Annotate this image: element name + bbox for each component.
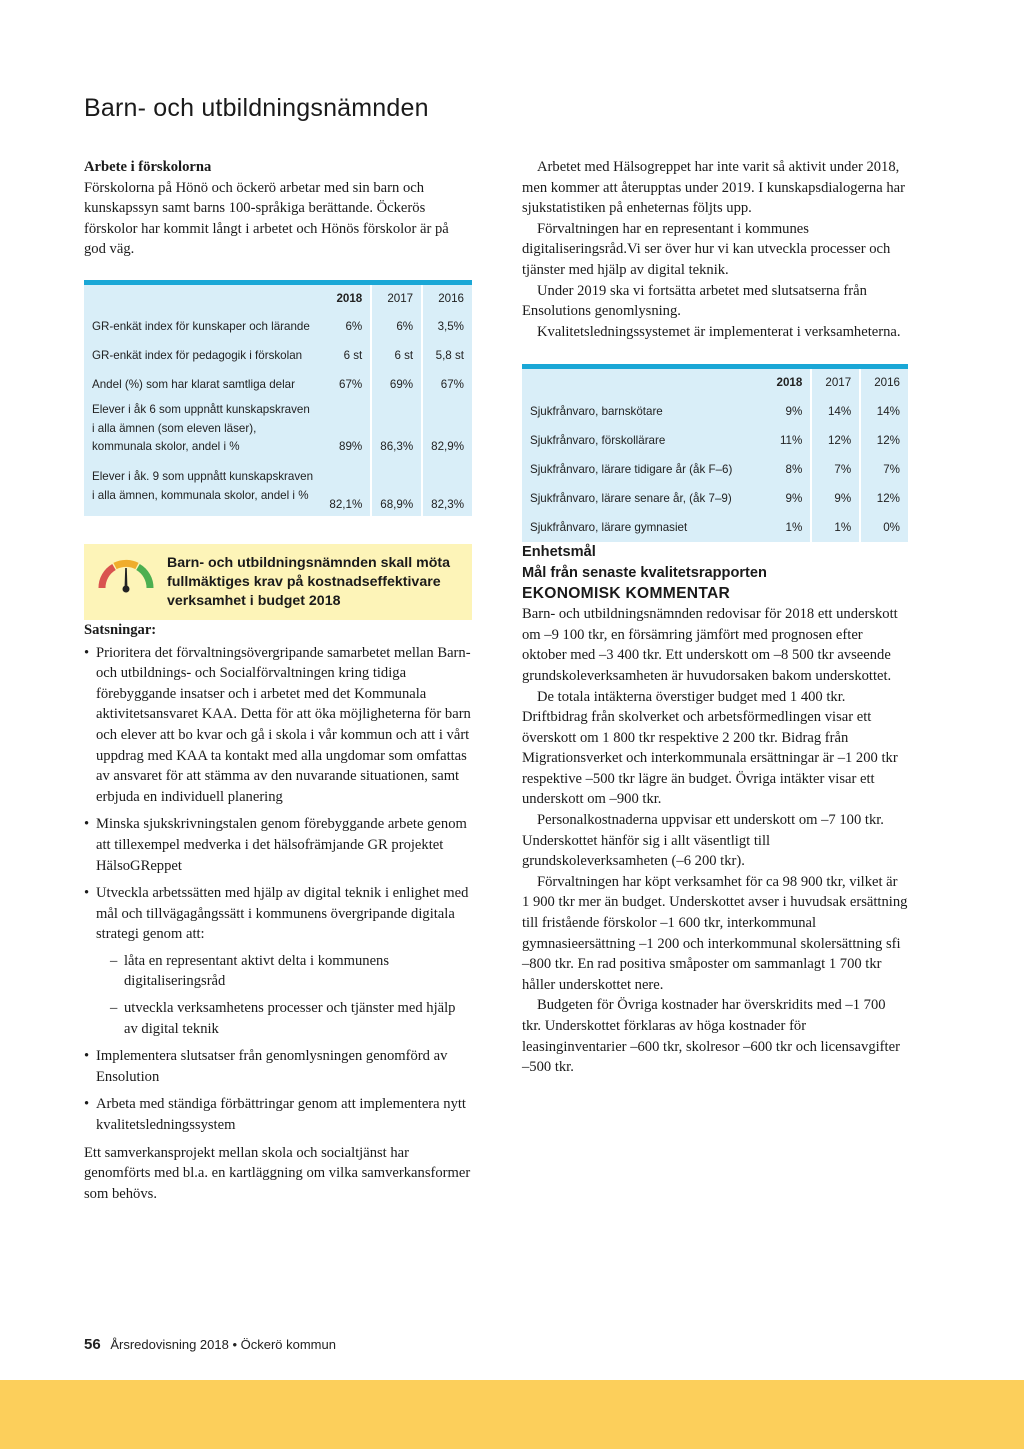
table-row bbox=[84, 371, 472, 400]
cell-2017: 69% bbox=[371, 371, 422, 400]
cell-2016: 12% bbox=[860, 484, 908, 513]
section-paragraph: Förskolorna på Hönö och öckerö arbetar med sin barn och kunskapssyn samt barns 100-språkiga berättande. Öckerös förskolor har kommit långt i arbetet och Hönös förskolor är på god väg. bbox=[84, 179, 449, 258]
sick-leave-table bbox=[522, 364, 908, 542]
cell-2016: 7% bbox=[860, 455, 908, 484]
paragraph: Budgeten för Övriga kostnader har överskridits med –1 700 tkr. Underskottet förklaras av höga kostnader för leasinginventarier –600 tkr, skolresor –600 tkr och licensavgifter –500 tkr. bbox=[522, 997, 900, 1076]
cell-2016: 0% bbox=[860, 513, 908, 542]
row-label: Elever i åk. 9 som uppnått kunskapskraven i alla ämnen, kommunala skolor, andel i % bbox=[84, 458, 321, 516]
table-row bbox=[522, 513, 908, 542]
table-header-row bbox=[522, 367, 908, 398]
cell-2018: 6 st bbox=[321, 342, 371, 371]
cell-2017: 6 st bbox=[371, 342, 422, 371]
header-2016: 2016 bbox=[422, 282, 472, 313]
cell-2018: 82,1% bbox=[321, 458, 371, 516]
cell-2017: 12% bbox=[811, 426, 860, 455]
cell-2018: 1% bbox=[764, 513, 812, 542]
row-label: Sjukfrånvaro, förskollärare bbox=[522, 426, 764, 455]
paragraph: Barn- och utbildningsnämnden redovisar för 2018 ett underskott om –9 100 tkr, en försämring jämfört med prognosen efter oktober med –3 400 tkr. Ett underskott om –8 500 tkr avseende grundskoleverksamheten är huvudorsaken bakom underskottet. bbox=[522, 606, 898, 684]
cell-2017: 86,3% bbox=[371, 400, 422, 458]
cell-2017: 68,9% bbox=[371, 458, 422, 516]
sub-list bbox=[110, 951, 472, 1039]
right-column bbox=[522, 157, 908, 1078]
list-item: • Minska sjukskrivningstalen genom förebyggande arbete genom att tillexempel medverka i det hälsofrämjande GR projektet HälsoGReppet bbox=[84, 814, 472, 876]
paragraph: Förvaltningen har en representant i kommunes digitaliseringsråd.Vi ser över hur vi kan utveckla processer och tjänster med hjälp av digital teknik. bbox=[522, 220, 891, 278]
page-number: 56 bbox=[84, 1336, 101, 1353]
cell-2018: 9% bbox=[764, 397, 812, 426]
row-label: Sjukfrånvaro, lärare tidigare år (åk F–6) bbox=[522, 455, 764, 484]
ekonomisk-kommentar-heading: EKONOMISK KOMMENTAR bbox=[522, 584, 731, 602]
row-label: GR-enkät index för kunskaper och lärande bbox=[84, 313, 321, 342]
section-heading: Arbete i förskolorna bbox=[84, 159, 212, 175]
table-row bbox=[522, 397, 908, 426]
kvalitetsrapport-heading: Mål från senaste kvalitetsrapporten bbox=[522, 564, 767, 581]
bottom-color-band bbox=[0, 1380, 1024, 1449]
header-2018: 2018 bbox=[764, 367, 812, 398]
cell-2018: 8% bbox=[764, 455, 812, 484]
header-2017: 2017 bbox=[371, 282, 422, 313]
list-item: • Arbeta med ständiga förbättringar genom att implementera nytt kvalitetsledningssystem bbox=[84, 1094, 472, 1135]
cell-2017: 1% bbox=[811, 513, 860, 542]
gauge-icon bbox=[96, 556, 156, 598]
cell-2016: 82,3% bbox=[422, 458, 472, 516]
cell-2016: 14% bbox=[860, 397, 908, 426]
header-2018: 2018 bbox=[321, 282, 371, 313]
sub-list-item: – låta en representant aktivt delta i kommunens digitaliseringsråd bbox=[110, 951, 472, 992]
table-row bbox=[84, 400, 472, 458]
page-footer bbox=[84, 1336, 336, 1353]
cell-2016: 5,8 st bbox=[422, 342, 472, 371]
row-label: Sjukfrånvaro, lärare gymnasiet bbox=[522, 513, 764, 542]
table-row bbox=[522, 484, 908, 513]
footer-text: Årsredovisning 2018 • Öckerö kommun bbox=[110, 1337, 336, 1352]
row-label: Sjukfrånvaro, lärare senare år, (åk 7–9) bbox=[522, 484, 764, 513]
paragraph: Arbetet med Hälsogreppet har inte varit så aktivit under 2018, men kommer att återupptas under 2019. I kunskapsdialogerna har sjukstatistiken på enheternas följts upp. bbox=[522, 159, 905, 217]
list-item bbox=[84, 883, 472, 1039]
paragraph: Under 2019 ska vi fortsätta arbetet med slutsatserna från Ensolutions genomlysning. bbox=[522, 282, 867, 320]
cell-2017: 14% bbox=[811, 397, 860, 426]
cell-2017: 6% bbox=[371, 313, 422, 342]
table-row bbox=[522, 455, 908, 484]
table-header-row bbox=[84, 282, 472, 313]
paragraph: Kvalitetsledningssystemet är implementerat i verksamheterna. bbox=[537, 323, 901, 340]
cell-2018: 9% bbox=[764, 484, 812, 513]
cell-2017: 7% bbox=[811, 455, 860, 484]
satsningar-heading: Satsningar: bbox=[84, 621, 157, 638]
row-label: Andel (%) som har klarat samtliga delar bbox=[84, 371, 321, 400]
alert-message: Barn- och utbildningsnämnden skall möta fullmäktiges krav på kostnadseffektivare verksamhet i budget 2018 bbox=[167, 554, 450, 609]
paragraph: Personalkostnaderna uppvisar ett underskott om –7 100 tkr. Underskottet hänför sig i allt väsentligt till grundskoleverksamheten (–6 200 tkr). bbox=[522, 812, 884, 870]
closing-paragraph: Ett samverkansprojekt mellan skola och socialtjänst har genomförts med bl.a. en kartläggning om vilka samverkansformer som behövs. bbox=[84, 1144, 471, 1202]
cell-2016: 82,9% bbox=[422, 400, 472, 458]
sub-list-item: – utveckla verksamhetens processer och tjänster med hjälp av digital teknik bbox=[110, 998, 472, 1039]
cell-2016: 12% bbox=[860, 426, 908, 455]
results-table bbox=[84, 280, 472, 516]
cell-2016: 3,5% bbox=[422, 313, 472, 342]
cell-2018: 6% bbox=[321, 313, 371, 342]
table-row bbox=[84, 342, 472, 371]
table-row bbox=[84, 313, 472, 342]
header-2017: 2017 bbox=[811, 367, 860, 398]
list-item: • Implementera slutsatser från genomlysningen genomförd av Ensolution bbox=[84, 1046, 472, 1087]
alert-box bbox=[84, 544, 472, 620]
cell-2018: 89% bbox=[321, 400, 371, 458]
cell-2018: 11% bbox=[764, 426, 812, 455]
paragraph: De totala intäkterna överstiger budget med 1 400 tkr. Driftbidrag från skolverket och arbetsförmedlingen visar ett överskott om 1 800 tkr respektive 2 200 tkr. Bidrag från Migrationsverket och interkommunala ersättningar är –1 200 tkr respektive –500 tkr lägre än budget. Övriga intäkter visar ett underskott om –900 tkr. bbox=[522, 688, 898, 808]
row-label: Elever i åk 6 som uppnått kunskapskraven i alla ämnen (som eleven läser), kommunala skolor, andel i % bbox=[84, 400, 321, 458]
list-item: • Prioritera det förvaltningsövergripande samarbetet mellan Barn- och utbildnings- och Socialförvaltningen kring tidiga förebyggande insatser och i arbetet med det Kommunala aktivitetsansvaret KAA. Detta för att öka möjligheterna för barn och elever att bo kvar och gå i skola i vår kommun och att i vårt uppdrag med KAA ta kontakt med alla ungdomar som omfattas av ansvaret för att stämma av den nuvarande situationen, samt erbjuda en individuell planering bbox=[84, 643, 472, 808]
enhetsmal-heading: Enhetsmål bbox=[522, 544, 596, 561]
table-row bbox=[84, 458, 472, 516]
row-label: Sjukfrånvaro, barnskötare bbox=[522, 397, 764, 426]
row-label: GR-enkät index för pedagogik i förskolan bbox=[84, 342, 321, 371]
paragraph: Förvaltningen har köpt verksamhet för ca 98 900 tkr, vilket är 1 900 tkr mer än budget. Underskottet avser i huvudsak ersättning till fristående förskolor –1 600 tkr, interkommunal gymnasieersättning –1 200 och interkommunal skolersättning sfi –800 tkr. En rad positiva småposter om sammanlagt 1 700 tkr håller underskottet nere. bbox=[522, 873, 908, 993]
left-column bbox=[84, 157, 472, 1204]
cell-2017: 9% bbox=[811, 484, 860, 513]
cell-2018: 67% bbox=[321, 371, 371, 400]
header-2016: 2016 bbox=[860, 367, 908, 398]
list-item-text: Utveckla arbetssätten med hjälp av digital teknik i enlighet med mål och tillvägagångssätt i kommunens övergripande digitala strategi genom att: bbox=[96, 885, 469, 943]
cell-2016: 67% bbox=[422, 371, 472, 400]
table-row bbox=[522, 426, 908, 455]
page-title: Barn- och utbildningsnämnden bbox=[84, 94, 429, 122]
satsningar-list bbox=[84, 643, 472, 1136]
